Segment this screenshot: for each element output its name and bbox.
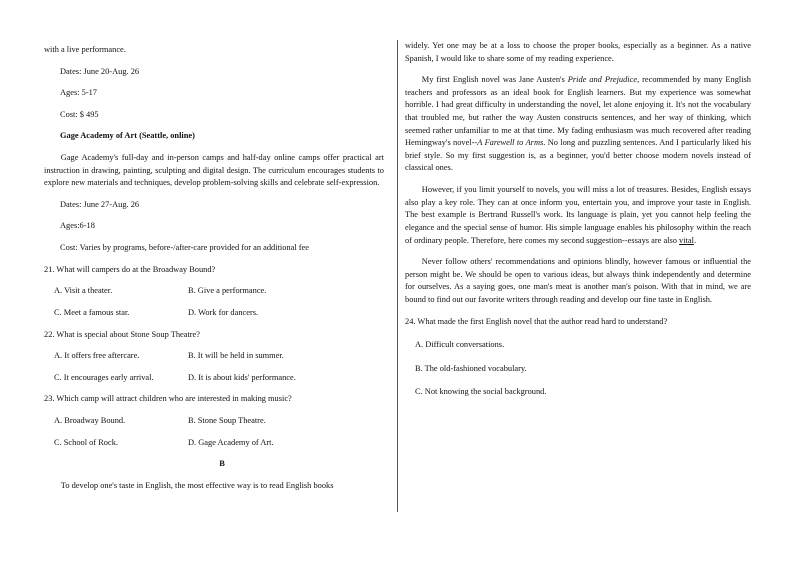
soup-dates: Dates: June 20-Aug. 26 [60,66,140,76]
q21-option-c[interactable]: C. Meet a famous star. [54,307,130,317]
q24-option-a[interactable]: A. Difficult conversations. [415,340,505,350]
gage-dates: Dates: June 27-Aug. 26 [60,199,140,209]
passage-b-paragraph-2 [405,184,751,247]
q21-options-row2 [44,307,384,320]
underlined-word-vital: vital [679,235,694,245]
right-column [405,40,751,399]
question-24: 24. What made the first English novel that the author read hard to understand? [405,316,668,326]
soup-ages: Ages: 5-17 [60,88,97,98]
q24-option-b[interactable]: B. The old-fashioned vocabulary. [415,363,527,373]
q21-option-b[interactable]: B. Give a performance. [188,286,267,296]
q22-option-c[interactable]: C. It encourages early arrival. [54,372,154,382]
q22-option-a[interactable]: A. It offers free aftercare. [54,351,140,361]
gage-cost: Cost: Varies by programs, before-/after-care provided for an additional fee [60,243,309,253]
question-21: 21. What will campers do at the Broadway Bound? [44,264,216,274]
q22-option-d[interactable]: D. It is about kids' performance. [188,372,296,382]
question-23: 23. Which camp will attract children who are interested in making music? [44,394,292,404]
passage-b-intro: To develop one's taste in English, the most effective way is to read English books [60,480,334,490]
p1-text-b: , recommended by many English teachers and professors as an ideal book for English learners. But my experience was somewhat horrible. I had great difficulty in understanding the novel, let alone enjoying it. It's not the vocabulary that troubled me, but rather the way Austen constructs sentences, and her way of thinking, which seemed rather unfamiliar to me at that time. My fading enthusiasm was much recovered after reading Hemingway's novel-- [405,75,751,148]
q23-option-d[interactable]: D. Gage Academy of Art. [188,437,274,447]
gage-ages: Ages:6-18 [60,221,95,231]
section-b-heading: B [219,459,225,469]
p1-text-a: My first English novel was Jane Austen's [421,75,568,85]
q22-options-row2 [44,372,384,385]
q22-option-b[interactable]: B. It will be held in summer. [188,351,284,361]
q23-option-b[interactable]: B. Stone Soup Theatre. [188,415,266,425]
passage-b-paragraph-1 [405,74,751,175]
left-column [44,40,384,492]
p2-text: However, if you limit yourself to novels, you will miss a lot of treasures. Besides, English essays also play a key role. They can at once inform you, entertain you, and improve your taste in English. The best example is Bertrand Russell's work. Its language is plain, yet you cannot help feeling the elegance and the special sense of humor. His simple language enables his philosophy within the reach of ordinary people. Therefore, here comes my second suggestion--essays are also [405,185,751,245]
q22-options-row1 [44,350,384,363]
passage-b-continuation: widely. Yet one may be at a loss to choose the proper books, especially as a beginner. As a native Spanish, I would like to share some of my reading experience. [405,41,751,63]
p1-book-title-2: A Farewell to Arms [477,138,544,148]
q23-option-a[interactable]: A. Broadway Bound. [54,415,126,425]
p1-text-c: . No long and puzzling sentences. And I particularly liked his brief style. So my first suggestion is, as a beginner, you'd better choose modern novels instead of classical ones. [405,138,751,173]
q23-options-row2 [44,437,384,450]
soup-cost: Cost: $ 495 [60,109,99,119]
gage-heading: Gage Academy of Art (Seattle, online) [60,131,195,141]
q23-options-row1 [44,415,384,428]
continuation-line: with a live performance. [44,45,126,54]
q23-option-c[interactable]: C. School of Rock. [54,437,118,447]
passage-b-paragraph-3: Never follow others' recommendations and opinions blindly, however famous or influential the person might be. We should be open to various ideas, but always think independently and determine for ourselves. As a saying goes, one man's meat is another man's poison. With that in mind, we are bound to find out our favorite writers through reading and develop our fine taste in English. [405,257,751,304]
gage-description: Gage Academy's full-day and in-person camps and half-day online camps offer practical art instruction in drawing, painting, sculpting and digital design. The curriculum encourages students to explore new materials and techniques, develop problem-solving skills and celebrate self-expression. [44,153,384,188]
q21-option-d[interactable]: D. Work for dancers. [188,307,259,317]
column-divider [397,40,398,512]
q24-option-c[interactable]: C. Not knowing the social background. [415,387,547,397]
p2-end: . [693,235,697,245]
question-22: 22. What is special about Stone Soup Theatre? [44,329,200,339]
q21-option-a[interactable]: A. Visit a theater. [54,286,113,296]
q21-options-row1 [44,285,384,298]
p1-book-title-1: Pride and Prejudice [567,75,638,85]
